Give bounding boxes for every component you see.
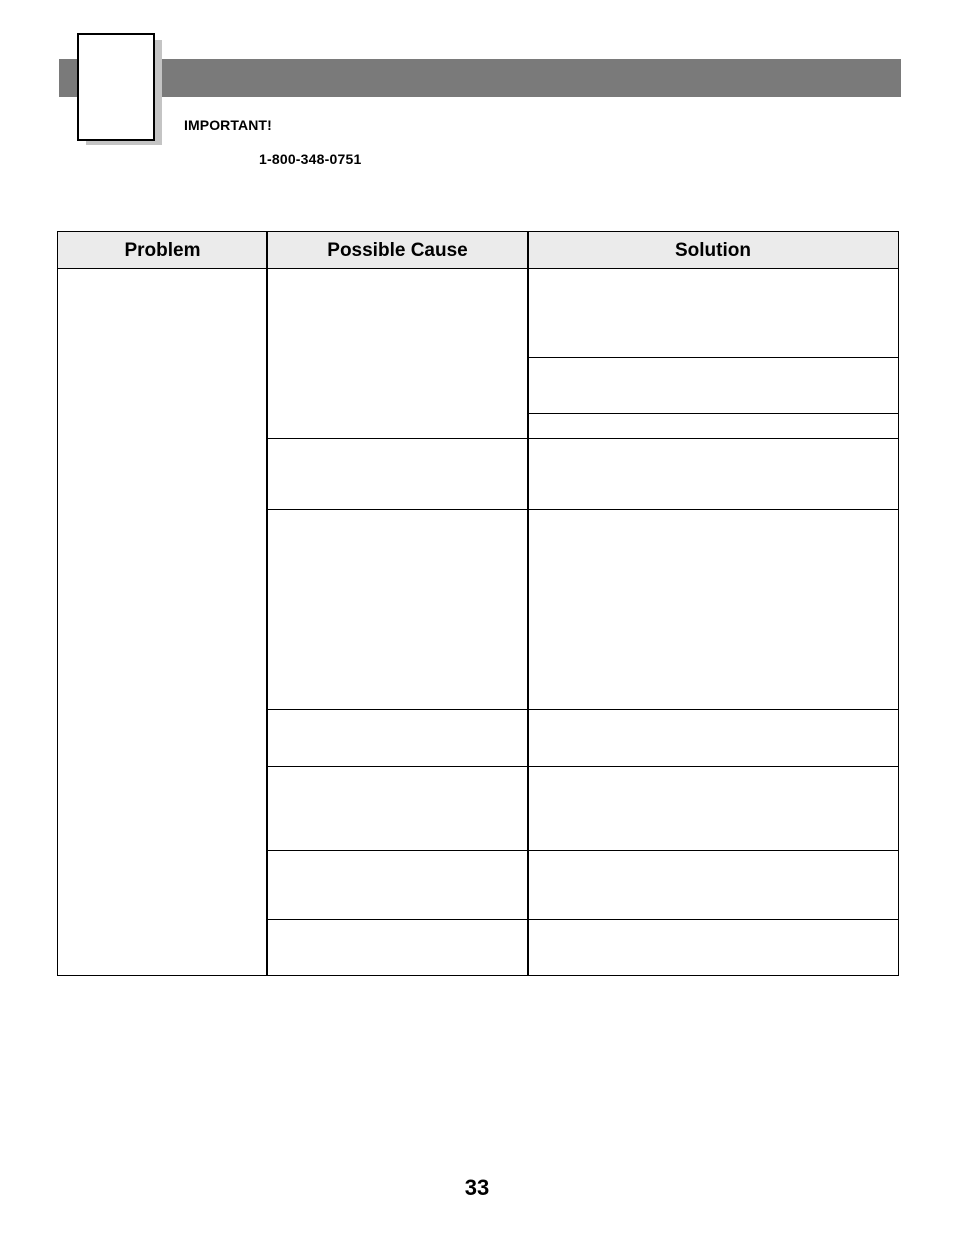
section-tab [77,33,155,141]
row-divider-5 [267,850,898,851]
column-header-possible-cause: Possible Cause [327,240,468,261]
page-number: 33 [464,1175,490,1200]
row-divider-solution-2 [528,413,898,414]
column-header-problem: Problem [124,240,201,261]
column-divider-1 [266,232,268,975]
important-label: IMPORTANT! [184,117,272,133]
header-band [59,59,901,97]
row-divider-4 [267,766,898,767]
troubleshooting-table [57,231,899,976]
phone-number: 1-800-348-0751 [259,151,362,167]
row-divider-1 [267,438,898,439]
column-header-solution: Solution [675,240,751,261]
row-divider-6 [267,919,898,920]
row-divider-solution-1 [528,357,898,358]
row-divider-3 [267,709,898,710]
table-header-row [58,232,898,269]
row-divider-2 [267,509,898,510]
column-divider-2 [527,232,529,975]
